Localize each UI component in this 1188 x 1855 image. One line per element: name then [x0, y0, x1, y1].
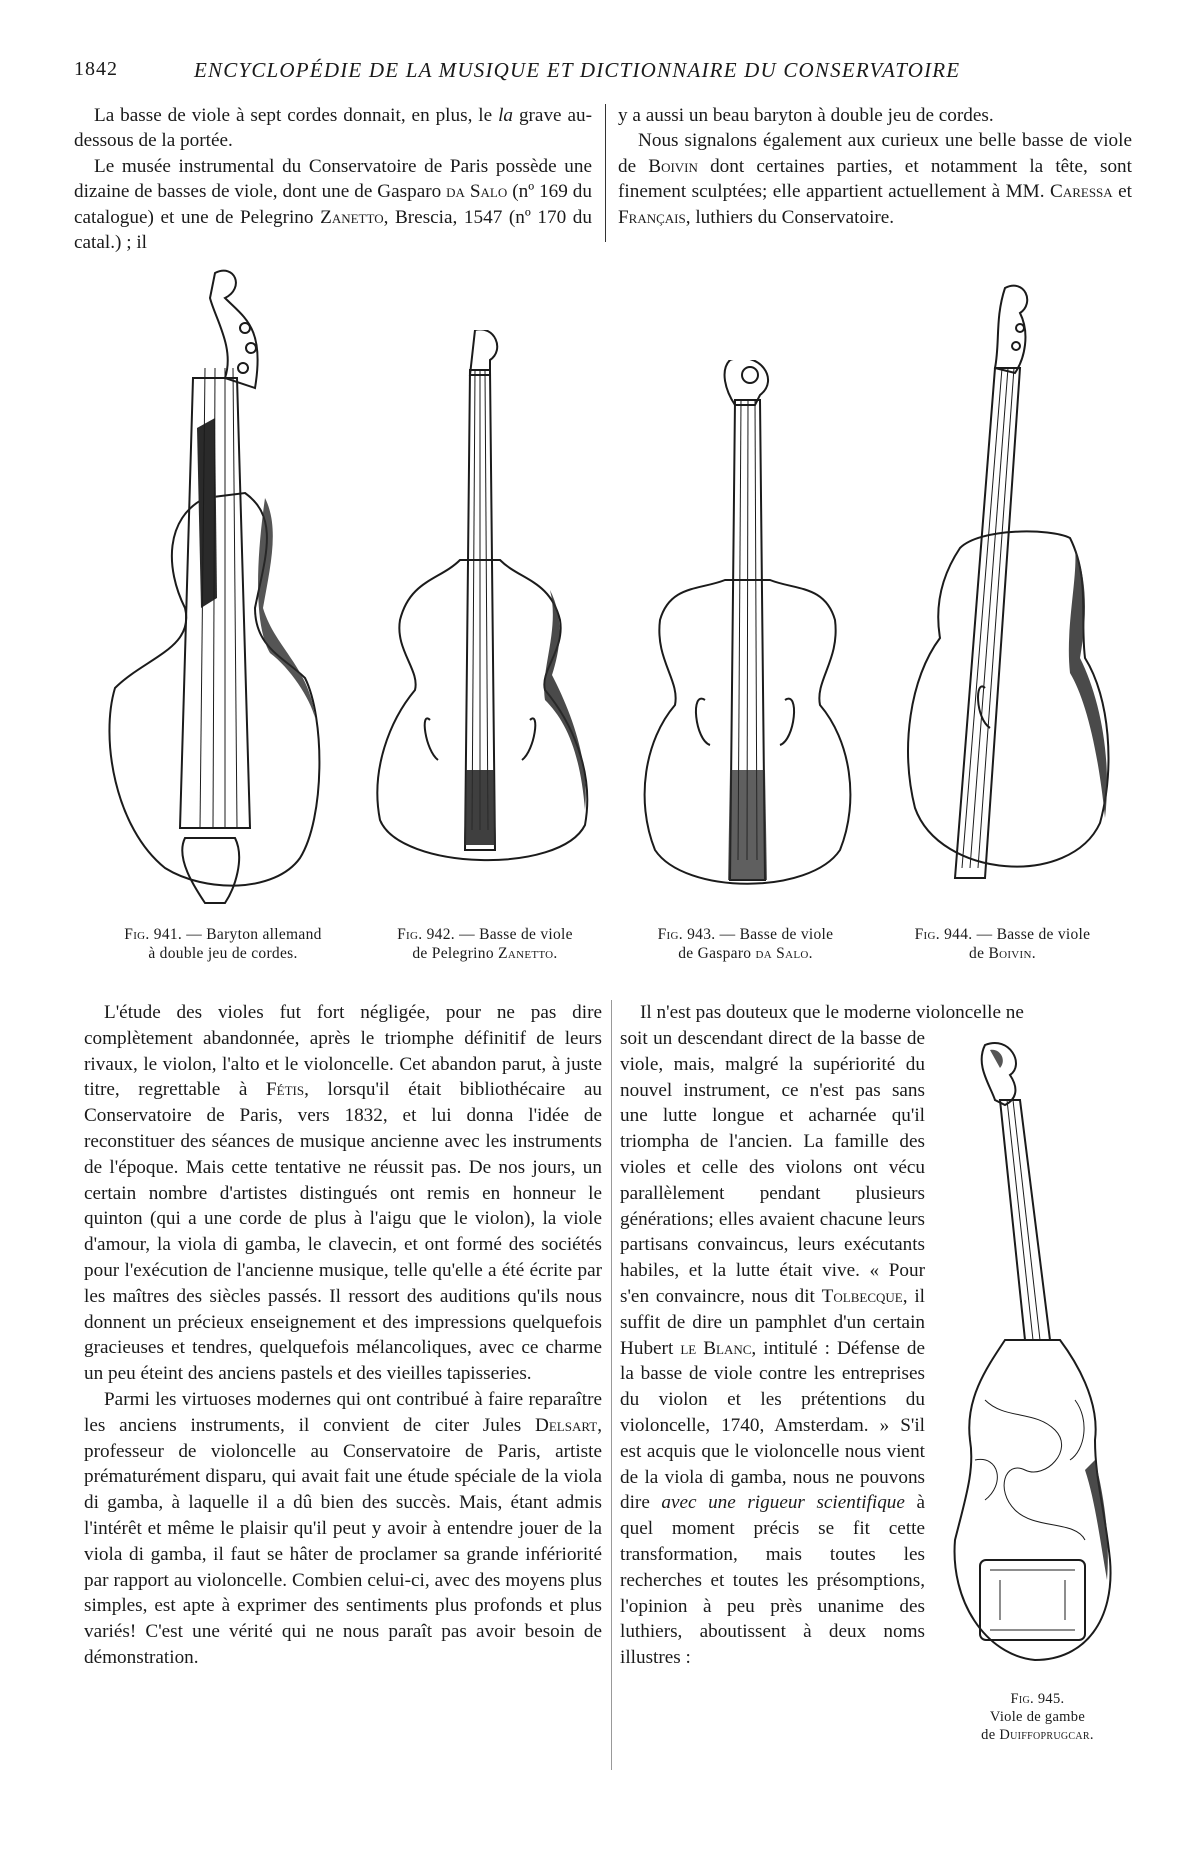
name-run: Zanetto [320, 206, 384, 228]
bottom-right-first-line [640, 1000, 1140, 1025]
top-right-column [618, 103, 1132, 230]
name-run: Boivin [648, 155, 698, 177]
paragraph [84, 1000, 602, 1387]
text-run: Parmi les virtuoses modernes qui ont contribué à faire reparaître les anciens instruments, il convient de citer Jules [84, 1388, 602, 1436]
caption-line [890, 925, 1115, 944]
column-divider-top [605, 104, 606, 242]
paragraph [84, 1387, 602, 1671]
caption-line [628, 925, 863, 944]
column-divider-bottom [611, 1000, 612, 1770]
paragraph [74, 154, 592, 256]
caption-line [88, 925, 358, 944]
paragraph: y a aussi un beau baryton à double jeu de cordes. [618, 105, 994, 126]
caption-text: de [981, 1727, 1000, 1743]
fig-label: Fig. 944. [914, 926, 973, 943]
name-run: Tolbecque [821, 1285, 903, 1307]
text-run: Nous signalons également aux curieux une belle basse de viole de [618, 130, 1132, 177]
caption-text: de Gasparo [678, 945, 756, 962]
name-run: Français [618, 206, 686, 228]
bottom-right-column [620, 1026, 925, 1671]
text-run: , professeur de violoncelle au Conservatoire de Paris, artiste prématurément disparu, qui avait fait une étude spéciale de la viola di gamba, à laquelle il a dû bien des succès. Mais, étant admis l'intérêt et même le plaisir qu'il peut y avoir à entendre jouer de la viola di gamba, il faut se hâter de proclamer sa grande infériorité par rapport au violoncelle. Combien celui-ci, avec des moyens plus simples, est apte à exprimer des sentiments plus profonds et plus variés! C'est une vérité qui ne nous paraît pas avoir besoin de démonstration. [84, 1414, 602, 1668]
paragraph [620, 1026, 925, 1671]
text-run: dont certaines parties, et notamment la tête, sont finement sculptées; elle appartient actuellement à MM. [618, 155, 1132, 203]
text-run: L'étude des violes fut fort négligée, pour ne pas dire complètement abandonnée, après le triomphe définitif de leurs rivaux, le violon, l'alto et le violoncelle. Cet abandon parut, à juste titre, regrettable à [84, 1002, 602, 1101]
top-left-column [74, 103, 592, 255]
caption-line: à double jeu de cordes. [148, 945, 298, 962]
text-run: La basse de viole à sept cordes donnait, en plus, le [94, 105, 499, 126]
caption-text: . [1031, 945, 1036, 962]
text-run: Le musée instrumental du Conservatoire de Paris possède une dizaine de basses de viole, dont une de Gasparo [74, 155, 592, 203]
text-run: , intitulé : Défense de la basse de viole contre les entreprises du violon et les prétentions du violoncelle, 1740, Amsterdam. » S'il est acquis que le violoncelle nous vient de la viola di gamba, nous ne pouvons dire [620, 1337, 925, 1514]
caption-fig-943 [628, 925, 863, 963]
fig-label: Fig. 943. [657, 926, 716, 943]
text-run: , luthiers du Conservatoire. [685, 206, 895, 228]
text-run: à quel moment précis se fit cette transformation, mais toutes les recherches et toutes les présomptions, l'opinion à peu près unanime des luthiers, aboutissent à deux noms illustres : [620, 1492, 925, 1669]
text-run: (nº 169 du catalogue) et une de Pelegrino [74, 181, 592, 228]
caption-fig-941 [88, 925, 358, 963]
caption-fig-944 [890, 925, 1115, 963]
figure-941-baryton-illustration [105, 268, 330, 908]
caption-line: Viole de gambe [989, 1709, 1086, 1725]
caption-line [890, 944, 1115, 963]
text-run: , Brescia, 1547 (nº 170 du catal.) ; il [74, 206, 592, 254]
caption-line [360, 925, 610, 944]
caption-text: . [1089, 1727, 1094, 1743]
figure-943-da-salo-illustration [635, 360, 860, 905]
name-run: Fétis [266, 1079, 305, 1101]
maker-name: Boivin [988, 945, 1032, 962]
caption-text: de [969, 945, 989, 962]
fig-label: Fig. 941. [124, 926, 183, 943]
caption-fig-942 [360, 925, 610, 963]
figure-945-duiffoprugcar-illustration [945, 1040, 1120, 1670]
caption-fig-945 [950, 1690, 1125, 1744]
caption-text: — Basse de viole [972, 926, 1091, 943]
caption-text: — Basse de viole [715, 926, 834, 943]
maker-name: Duiffoprugcar [999, 1727, 1090, 1743]
caption-text: — Basse de viole [454, 926, 573, 943]
text-run: et [1112, 181, 1132, 203]
caption-text: de Pelegrino [412, 945, 499, 962]
caption-line [628, 944, 863, 963]
figure-944-boivin-illustration [900, 278, 1115, 908]
name-run: Delsart [535, 1414, 598, 1436]
caption-line [360, 944, 610, 963]
italic-run: avec une rigueur scientifique [661, 1492, 905, 1514]
name-run: Caressa [1050, 181, 1113, 203]
text-run: , il suffit de dire un pamphlet d'un certain Hubert [620, 1285, 925, 1359]
page-number: 1842 [74, 58, 118, 80]
italic-run: la [498, 105, 514, 126]
text-run: , lorsqu'il était bibliothécaire au Conservatoire de Paris, vers 1832, et lui donna l'idée de reconstituer des séances de musique ancienne avec les instruments de l'époque. Mais cette tentative ne réussit pas. De nos jours, un certain nombre d'artistes distingués ont remis en honneur le quinton (qui a une corde de plus à l'aigu que le violon), la viole d'amour, la viola di gamba, le clavecin, et ont formé des sociétés pour l'exécution de l'ancienne musique, telle qu'elle a été écrite par les maîtres des siècles passés. Il ressort des auditions qu'ils nous donnent un précieux enseignement et des impressions quelquefois gracieuses et tendres, quelquefois mélancoliques, avec ce charme un peu éteint des anciens pastels et des vieilles tapisseries. [84, 1079, 602, 1385]
paragraph [618, 128, 1132, 230]
caption-text: . [808, 945, 813, 962]
caption-text: — Baryton allemand [182, 926, 322, 943]
name-run: le Blanc [680, 1337, 752, 1359]
caption-text: . [553, 945, 558, 962]
caption-line: Fig. 945. [1010, 1691, 1065, 1707]
text-run: grave au-dessous de la portée. [74, 105, 592, 152]
fig-label: Fig. 942. [397, 926, 455, 943]
figure-942-zanetto-illustration [370, 330, 595, 880]
running-title: ENCYCLOPÉDIE DE LA MUSIQUE ET DICTIONNAIRE DU CONSERVATOIRE [194, 58, 961, 82]
name-run: da Salo [446, 181, 508, 203]
paragraph [74, 103, 592, 154]
caption-line [950, 1726, 1125, 1744]
bottom-left-column [84, 1000, 602, 1671]
maker-name: da Salo [755, 945, 809, 962]
maker-name: Zanetto [498, 945, 554, 962]
text-run: soit un descendant direct de la basse de viole, mais, malgré la supériorité du nouvel instrument, ce n'est pas sans une lutte longue et acharnée qu'il triompha de l'ancien. La famille des violes et celle des violons ont vécu parallèlement pendant plusieurs générations; elles avaient chacune leurs partisans convaincus, leurs exécutants habiles, et la lutte était vive. « Pour s'en convaincre, nous dit [620, 1028, 925, 1307]
paragraph: Il n'est pas douteux que le moderne violoncelle ne [640, 1002, 1024, 1023]
